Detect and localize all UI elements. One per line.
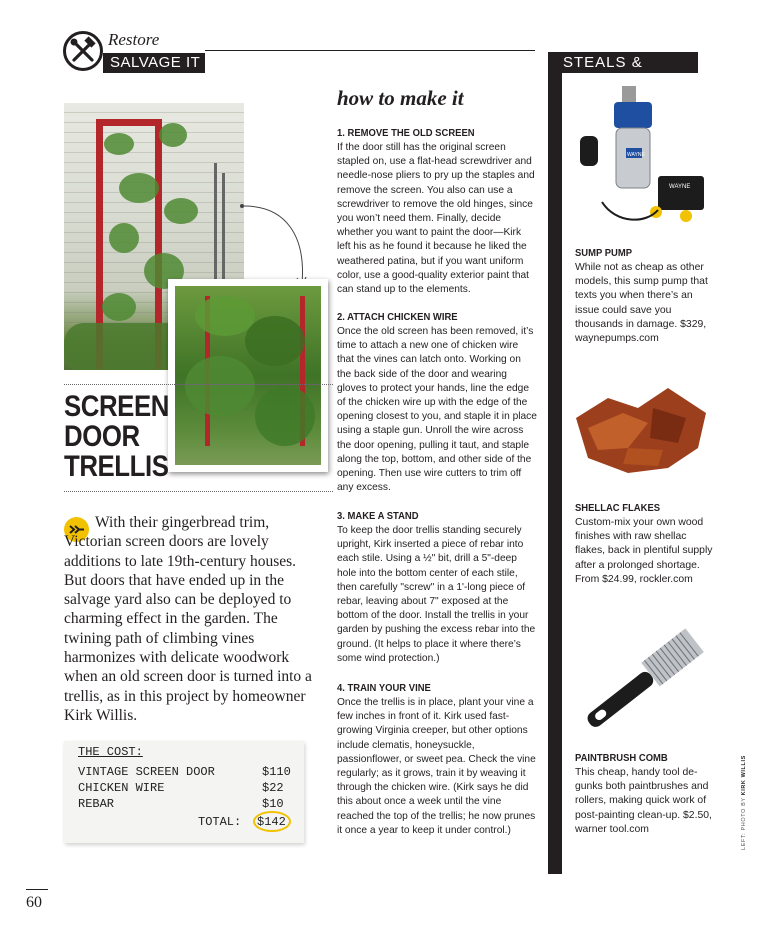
total-highlight-circle <box>253 811 291 832</box>
step-3 <box>337 509 537 666</box>
cost-item-price: $22 <box>262 781 284 795</box>
header-rule <box>205 50 535 51</box>
title-rule-top <box>64 384 333 385</box>
sump-pump-image <box>566 84 716 234</box>
trellis-closeup-photo <box>168 279 328 472</box>
step-title: 4. TRAIN YOUR VINE <box>337 682 431 694</box>
step-2 <box>337 310 537 495</box>
title-line-1: SCREEN <box>64 390 169 423</box>
step-title: 3. MAKE A STAND <box>337 510 419 522</box>
page-number: 60 <box>26 894 42 911</box>
step-body: Once the trellis is in place, plant your vine a few inches in front of it. Kirk used fast-growing Virginia creeper, but other options include clematis, honeysuckle, passionflower, or sweet pea. Check the vine regularly; as it grows, train it by weaving it through the chicken wire. (Kirk says he did this about once a week until the vine reached the top of the trellis; he now prunes it once a year to keep it under control.) <box>337 697 536 836</box>
cost-card <box>64 741 304 843</box>
cost-item-name: CHICKEN WIRE <box>78 781 165 795</box>
deal-body: This cheap, handy tool de-gunks both paintbrushes and rollers, making quick work of post-painting clean-up. $2.50, warner tool.com <box>575 767 712 835</box>
howto-heading: how to make it <box>337 86 464 110</box>
hammer-wrench-icon <box>63 31 103 71</box>
step-title: 1. REMOVE THE OLD SCREEN <box>337 127 475 139</box>
svg-text:WAYNE: WAYNE <box>669 184 691 190</box>
deal-shellac-flakes <box>575 502 715 587</box>
paintbrush-comb-image <box>568 620 716 740</box>
cost-item-name: REBAR <box>78 797 115 811</box>
cost-title: THE COST: <box>78 745 143 759</box>
deal-title: SUMP PUMP <box>575 247 633 259</box>
step-body: To keep the door trellis standing securely upright, Kirk inserted a piece of rebar into each stile. Using a ½" bit, drill a 5"-deep hole into the bottom center of each stile, then carefully "screw" in a 1'-long piece of rebar, leaving about 7" exposed at the bottom of the door. Install the trellis in your garden by pushing the excess rebar into the ground. (It helps to place it where there’s some wind protection.) <box>337 525 536 664</box>
deal-title: SHELLAC FLAKES <box>575 502 661 514</box>
step-body: If the door still has the original screen stapled on, use a flat-head screwdriver and needle-nose pliers to pry up the staples and remove the screen. You also can use a screwdriver to remove the old hinges, since you won’t need them. Finally, decide whether you want to paint the door—Kirk left his as he found it because he liked the weathered patina, but if you want uniform color, use a good-quality exterior paint that can stand up to the elements. <box>337 142 535 296</box>
callout-arrow <box>236 196 316 291</box>
deal-title: PAINTBRUSH COMB <box>575 752 668 764</box>
intro-paragraph: With their gingerbread trim, Victorian screen doors are lovely additions to late 19th-century houses. But doors that have ended up in the salvage yard also can be deployed to charming effect in the garden. The twining path of climbing vines harmonizes with delicate woodwork when an old screen door is turned into a trellis, as in this project by homeowner Kirk Willis. <box>64 514 312 724</box>
feature-title <box>64 392 169 482</box>
cost-item-name: VINTAGE SCREEN DOOR <box>78 765 215 779</box>
step-title: 2. ATTACH CHICKEN WIRE <box>337 311 458 323</box>
deal-sump-pump <box>575 247 715 346</box>
deal-body: While not as cheap as other models, this sump pump that texts you when there’s an issue could save you thousands in damage. $329, waynepumps.com <box>575 262 708 345</box>
step-1 <box>337 126 537 297</box>
steals-deals-label: STEALS & DEALS <box>548 52 698 73</box>
deal-body: Custom-mix your own wood finishes with raw shellac flakes, back in plentiful supply after a prolonged shortage. From $24.99, rockler.com <box>575 517 713 585</box>
cost-item-price: $110 <box>262 765 291 779</box>
step-body: Once the old screen has been removed, it’s time to attach a new one of chicken wire that the vines can latch onto. Working on the back side of the door and wearing gloves to protect your hands, line the edge of the chicken wire up with the edge of the opening closest to you, and staple it in place using a staple gun. Unroll the wire across the door opening, pulling it taut, and staple along the top, bottom, and other side of the opening. Then use wire cutters to trim off any excess. <box>337 326 537 494</box>
deals-column-rule <box>548 52 562 874</box>
shellac-flakes-image <box>568 378 716 480</box>
cost-item-price: $10 <box>262 797 284 811</box>
step-4 <box>337 681 537 838</box>
title-line-3: TRELLIS <box>64 450 169 483</box>
cost-total-label: TOTAL: <box>198 815 242 829</box>
cost-total-value: $142 <box>257 815 286 829</box>
title-line-2: DOOR <box>64 420 140 453</box>
section-script-label: Restore <box>108 30 160 49</box>
deal-paintbrush-comb <box>575 752 715 837</box>
svg-text:WAYNE: WAYNE <box>627 152 645 158</box>
title-rule-bottom <box>64 491 333 492</box>
photo-credit: LEFT: PHOTO BY KIRK WILLIS <box>741 755 747 850</box>
section-label: SALVAGE IT <box>103 53 205 73</box>
page-number-rule <box>26 889 48 890</box>
